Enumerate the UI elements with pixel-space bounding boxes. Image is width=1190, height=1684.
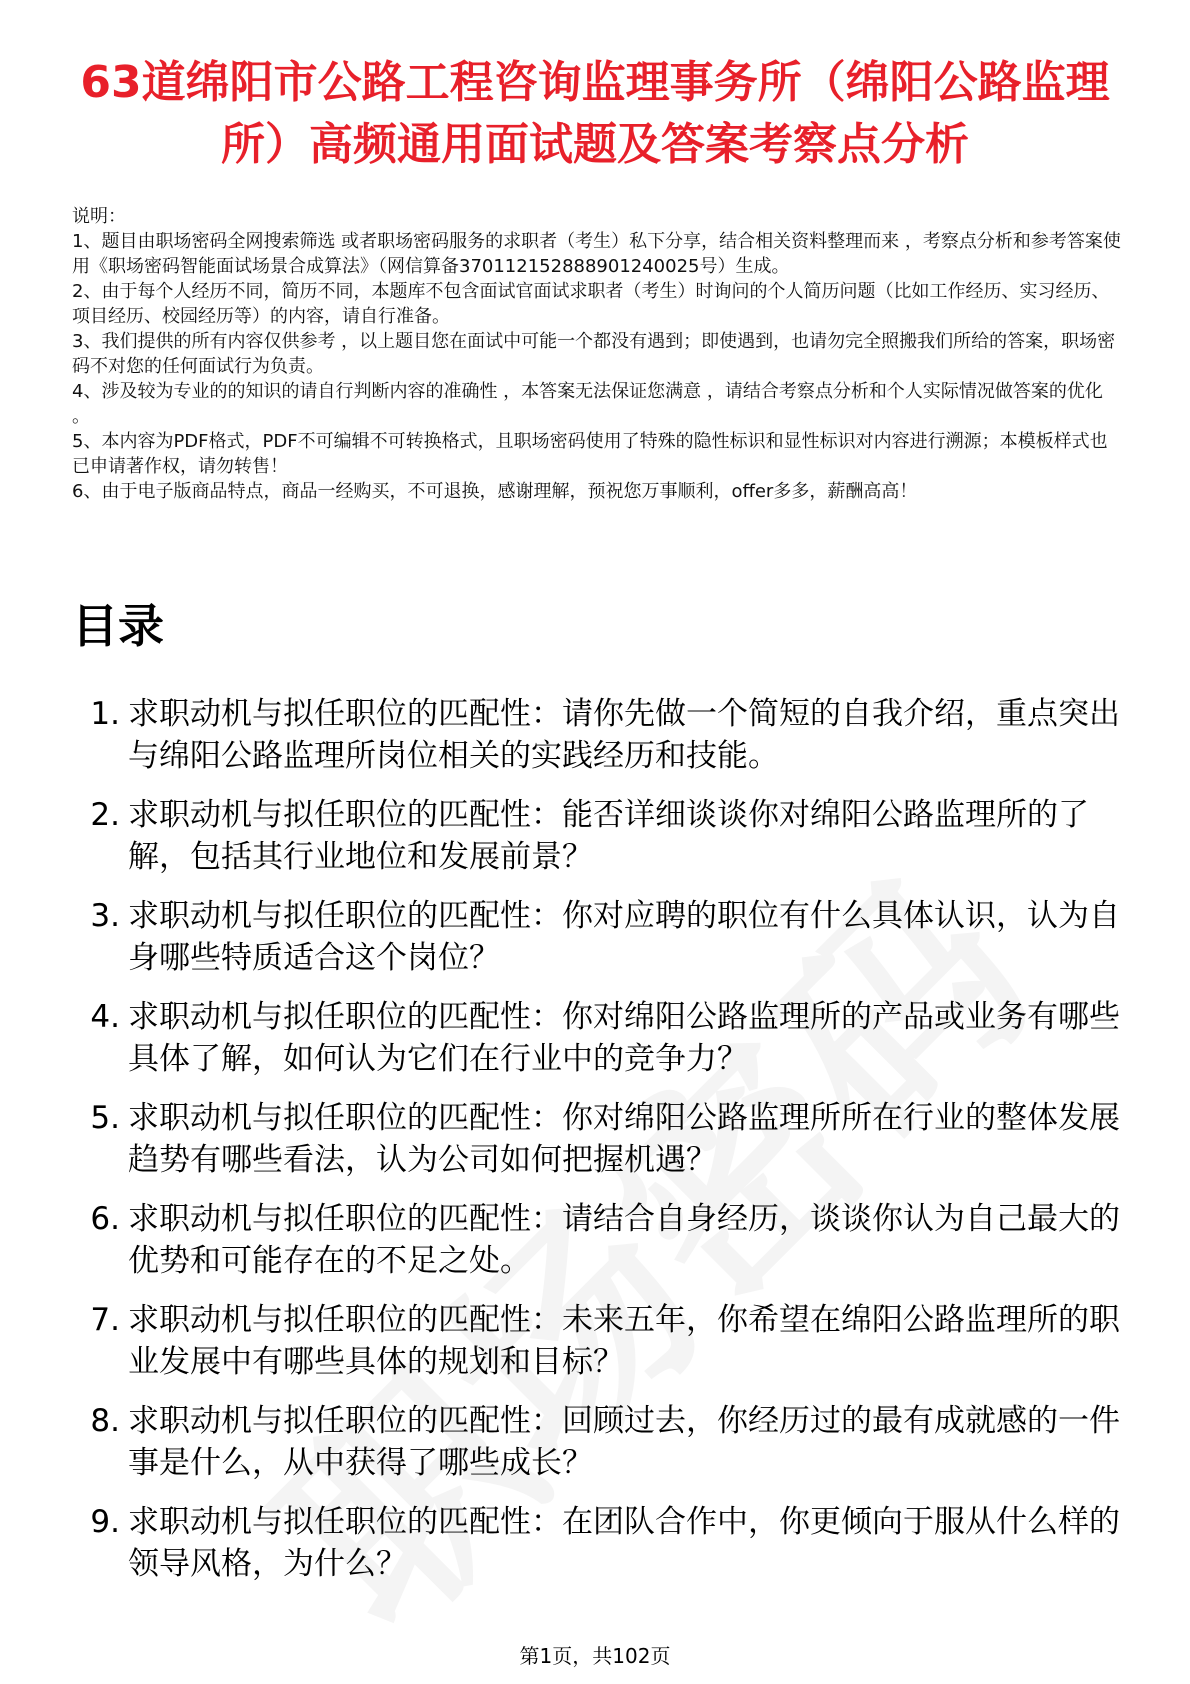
toc-item-text: 求职动机与拟任职位的匹配性：回顾过去，你经历过的最有成就感的一件事是什么，从中获得了哪些成长？ — [128, 1403, 1120, 1481]
page-footer: 第1页，共102页 — [519, 1644, 671, 1668]
toc-item-number: 8. — [90, 1403, 120, 1439]
toc-item[interactable] — [72, 794, 1122, 878]
notes-item: 4、涉及较为专业的的知识的请自行判断内容的准确性 ，本答案无法保证您满意 ，请结合考察点分析和个人实际情况做答案的优化 。 — [72, 381, 1103, 427]
toc-item-text: 求职动机与拟任职位的匹配性：请结合自身经历，谈谈你认为自己最大的优势和可能存在的不足之处。 — [128, 1201, 1120, 1279]
document-title: 63道绵阳市公路工程咨询监理事务所（绵阳公路监理所）高频通用面试题及答案考察点分析 — [80, 57, 1110, 170]
toc-item-text: 求职动机与拟任职位的匹配性：你对应聘的职位有什么具体认识，认为自身哪些特质适合这个岗位？ — [128, 898, 1120, 976]
toc-item-number: 1. — [90, 696, 120, 732]
notes-item: 6、由于电子版商品特点，商品一经购买，不可退换，感谢理解，预祝您万事顺利，offer多多，薪酬高高！ — [72, 481, 918, 502]
toc-item[interactable] — [72, 1097, 1122, 1181]
notes-item: 1、题目由职场密码全网搜索筛选 或者职场密码服务的求职者（考生）私下分享，结合相关资料整理而来 ，考察点分析和参考答案使用《职场密码智能面试场景合成算法》（网信算备370112152888901240025号）生成。 — [72, 231, 1121, 277]
notes-heading: 说明： — [72, 206, 126, 227]
toc-item-number: 6. — [90, 1201, 120, 1237]
toc-item-number: 5. — [90, 1100, 120, 1136]
notes-item: 5、本内容为PDF格式，PDF不可编辑不可转换格式，且职场密码使用了特殊的隐性标识和显性标识对内容进行溯源；本模板样式也已申请著作权，请勿转售！ — [72, 431, 1108, 477]
notes-item: 3、我们提供的所有内容仅供参考 ，以上题目您在面试中可能一个都没有遇到；即使遇到，也请勿完全照搬我们所给的答案，职场密码不对您的任何面试行为负责。 — [72, 331, 1116, 377]
toc-item[interactable] — [72, 895, 1122, 979]
toc-item-number: 7. — [90, 1302, 120, 1338]
toc-item-text: 求职动机与拟任职位的匹配性：能否详细谈谈你对绵阳公路监理所的了解，包括其行业地位和发展前景？ — [128, 797, 1089, 875]
toc-item[interactable] — [72, 693, 1122, 777]
toc-item-text: 求职动机与拟任职位的匹配性：请你先做一个简短的自我介绍，重点突出与绵阳公路监理所岗位相关的实践经历和技能。 — [128, 696, 1120, 774]
toc-item-number: 4. — [90, 999, 120, 1035]
toc-item-number: 2. — [90, 797, 120, 833]
toc-item[interactable] — [72, 1501, 1122, 1585]
toc-title: 目录 — [72, 599, 164, 653]
notes-section — [72, 204, 1122, 504]
toc-item-number: 3. — [90, 898, 120, 934]
notes-item: 2、由于每个人经历不同，简历不同，本题库不包含面试官面试求职者（考生）时询问的个人简历问题（比如工作经历、实习经历、项目经历、校园经历等）的内容，请自行准备。 — [72, 281, 1110, 327]
toc-item[interactable] — [72, 1299, 1122, 1383]
toc-list — [72, 693, 1122, 1602]
toc-item[interactable] — [72, 1400, 1122, 1484]
toc-item-text: 求职动机与拟任职位的匹配性：你对绵阳公路监理所所在行业的整体发展趋势有哪些看法，认为公司如何把握机遇？ — [128, 1100, 1120, 1178]
toc-item[interactable] — [72, 1198, 1122, 1282]
toc-item-text: 求职动机与拟任职位的匹配性：在团队合作中，你更倾向于服从什么样的领导风格，为什么？ — [128, 1504, 1120, 1582]
toc-item-text: 求职动机与拟任职位的匹配性：未来五年，你希望在绵阳公路监理所的职业发展中有哪些具体的规划和目标？ — [128, 1302, 1120, 1380]
toc-item-number: 9. — [90, 1504, 120, 1540]
toc-item[interactable] — [72, 996, 1122, 1080]
toc-item-text: 求职动机与拟任职位的匹配性：你对绵阳公路监理所的产品或业务有哪些具体了解，如何认为它们在行业中的竞争力？ — [128, 999, 1120, 1077]
